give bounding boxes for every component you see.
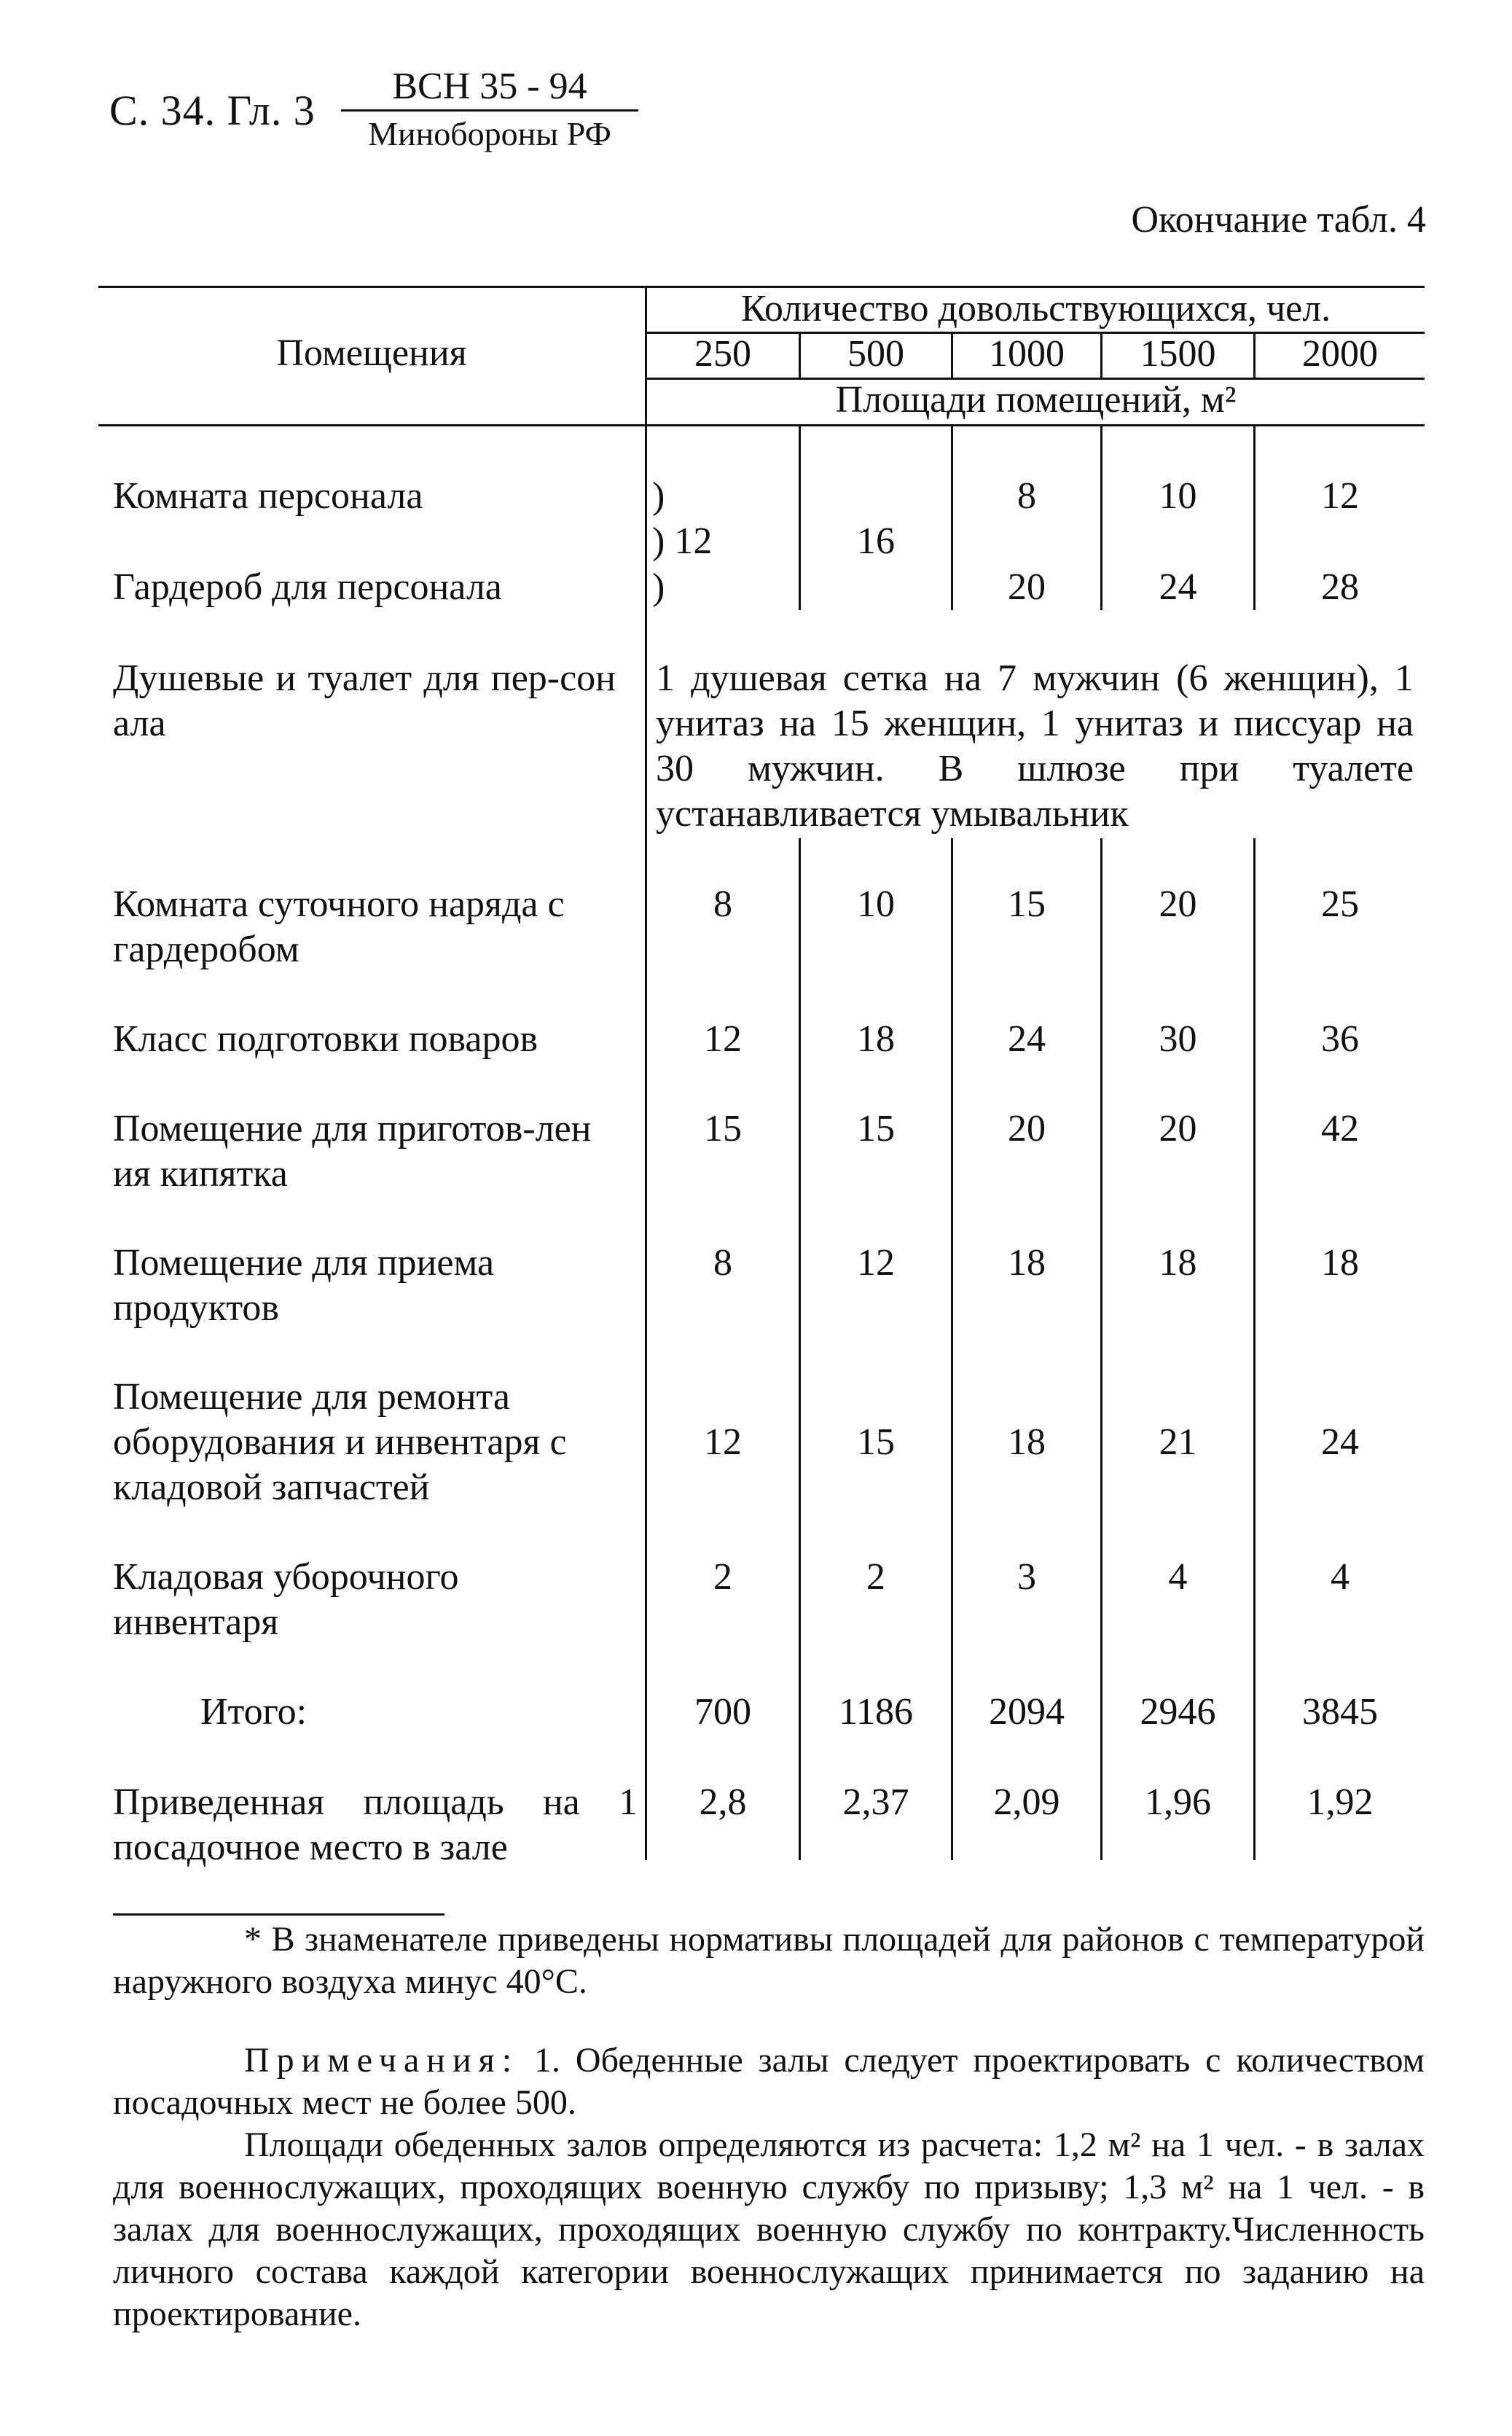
row-label-wardrobe: Гардероб для персонала bbox=[113, 566, 502, 608]
row-label-per-seat-area: Приведенная площадь на 1 посадочное место в зале bbox=[113, 1781, 638, 1868]
total-250: 700 bbox=[694, 1691, 751, 1733]
cook-class-1500: 30 bbox=[1159, 1018, 1197, 1060]
cleaning-storage-500: 2 bbox=[866, 1556, 885, 1598]
cleaning-storage-2000: 4 bbox=[1331, 1556, 1350, 1598]
area-unit-header: Площади помещений, м² bbox=[835, 379, 1237, 421]
wardrobe-1000: 20 bbox=[1008, 566, 1046, 608]
duty-room-250: 8 bbox=[713, 883, 732, 925]
boiling-water-250: 15 bbox=[704, 1108, 742, 1149]
boiling-water-2000: 42 bbox=[1321, 1108, 1359, 1149]
product-receiving-250: 8 bbox=[713, 1242, 732, 1284]
per-seat-1000: 2,09 bbox=[993, 1781, 1060, 1823]
equipment-repair-1000: 18 bbox=[1008, 1421, 1046, 1463]
equipment-repair-2000: 24 bbox=[1321, 1421, 1359, 1463]
boiling-water-1000: 20 bbox=[1008, 1108, 1046, 1149]
per-seat-2000: 1,92 bbox=[1307, 1781, 1374, 1823]
wardrobe-2000: 28 bbox=[1321, 566, 1359, 608]
product-receiving-2000: 18 bbox=[1321, 1242, 1359, 1284]
cleaning-storage-250: 2 bbox=[713, 1556, 732, 1598]
footnote: * В знаменателе приведены нормативы площадей для районов с температурой наружного воздуха минус 40°С. bbox=[113, 1920, 1425, 2001]
document-code bbox=[341, 66, 638, 154]
total-1500: 2946 bbox=[1140, 1691, 1216, 1733]
merged-250-value: ) 12 bbox=[652, 520, 713, 562]
cleaning-storage-1000: 3 bbox=[1017, 1556, 1036, 1598]
row-label-cook-class: Класс подготовки поваров bbox=[113, 1018, 538, 1060]
count-header-500: 500 bbox=[847, 333, 904, 375]
bracket-top: ) bbox=[652, 475, 665, 517]
merged-500-value: 16 bbox=[857, 520, 895, 562]
footnote-separator bbox=[113, 1913, 444, 1916]
header-bottom-rule bbox=[98, 424, 1425, 426]
cook-class-2000: 36 bbox=[1321, 1018, 1359, 1060]
page-reference: С. 34. Гл. 3 bbox=[109, 87, 316, 134]
notes-label: Примечания: bbox=[244, 2041, 520, 2080]
cook-class-1000: 24 bbox=[1008, 1018, 1046, 1060]
per-seat-250: 2,8 bbox=[699, 1781, 747, 1823]
count-header-250: 250 bbox=[694, 333, 751, 375]
cook-class-250: 12 bbox=[704, 1018, 742, 1060]
product-receiving-1500: 18 bbox=[1159, 1242, 1197, 1284]
table-continuation-label: Окончание табл. 4 bbox=[1131, 199, 1426, 241]
duty-room-2000: 25 bbox=[1321, 883, 1359, 925]
staff-room-1500: 10 bbox=[1159, 475, 1197, 517]
row-label-staff-room: Комната персонала bbox=[113, 475, 423, 517]
product-receiving-500: 12 bbox=[857, 1242, 895, 1284]
count-header-1000: 1000 bbox=[989, 333, 1065, 375]
doc-code-denominator: Минобороны РФ bbox=[368, 115, 611, 152]
equipment-repair-250: 12 bbox=[704, 1421, 742, 1463]
duty-room-500: 10 bbox=[857, 883, 895, 925]
row-label-equipment-repair: Помещение для ремонта оборудования и инвентаря с кладовой запчастей bbox=[113, 1376, 567, 1508]
boiling-water-500: 15 bbox=[857, 1108, 895, 1149]
row-label-cleaning-storage: Кладовая уборочного инвентаря bbox=[113, 1556, 459, 1643]
count-header-2000: 2000 bbox=[1302, 333, 1378, 375]
notes-paragraph-1 bbox=[113, 2039, 1425, 2124]
table-main-divider bbox=[645, 286, 647, 1860]
product-receiving-1000: 18 bbox=[1008, 1242, 1046, 1284]
cleaning-storage-1500: 4 bbox=[1168, 1556, 1188, 1598]
staff-room-1000: 8 bbox=[1017, 475, 1036, 517]
equipment-repair-500: 15 bbox=[857, 1421, 895, 1463]
staff-room-2000: 12 bbox=[1321, 475, 1359, 517]
total-500: 1186 bbox=[838, 1691, 914, 1733]
fraction-line bbox=[341, 109, 638, 112]
row-label-product-receiving: Помещение для приема продуктов bbox=[113, 1242, 495, 1329]
row-label-duty-room: Комната суточного наряда с гардеробом bbox=[113, 883, 565, 970]
rooms-column-header: Помещения bbox=[276, 332, 467, 374]
total-2000: 3845 bbox=[1302, 1691, 1378, 1733]
row-label-showers: Душевые и туалет для пер-сонала bbox=[113, 657, 616, 744]
equipment-repair-1500: 21 bbox=[1159, 1421, 1197, 1463]
per-seat-500: 2,37 bbox=[842, 1781, 909, 1823]
cook-class-500: 18 bbox=[857, 1018, 895, 1060]
notes-paragraph-2: Площади обеденных залов определяются из расчета: 1,2 м² на 1 чел. - в залах для военнослужащих, проходящих военную службу по призыву; 1,3 м² на 1 чел. - в залах для военнослужащих, проходящих военную службу по контракту.Численность личного состава каждой категории военнослужащих принимается по заданию на проектирование. bbox=[113, 2125, 1425, 2333]
showers-merged-text: 1 душевая сетка на 7 мужчин (6 женщин), 1 унитаз на 15 женщин, 1 унитаз и писсуар на 30 мужчин. В шлюзе при туалете устанавливается умывальник bbox=[656, 657, 1414, 835]
row-label-total: Итого: bbox=[200, 1691, 308, 1733]
note-1-text: 1. Обеденные залы следует проектировать с количеством посадочных мест не более 500. bbox=[113, 2041, 1425, 2122]
duty-room-1500: 20 bbox=[1159, 883, 1197, 925]
col-divider-1-body bbox=[799, 424, 801, 610]
row-label-boiling-water: Помещение для приготов-ления кипятка bbox=[113, 1108, 592, 1195]
boiling-water-1500: 20 bbox=[1159, 1108, 1197, 1149]
bracket-bottom: ) bbox=[652, 566, 665, 608]
total-1000: 2094 bbox=[989, 1691, 1065, 1733]
headcount-group-header: Количество довольствующихся, чел. bbox=[740, 288, 1331, 329]
count-header-1500: 1500 bbox=[1140, 333, 1216, 375]
doc-code-numerator: ВСН 35 - 94 bbox=[392, 66, 587, 107]
duty-room-1000: 15 bbox=[1008, 883, 1046, 925]
wardrobe-1500: 24 bbox=[1159, 566, 1197, 608]
per-seat-1500: 1,96 bbox=[1145, 1781, 1211, 1823]
